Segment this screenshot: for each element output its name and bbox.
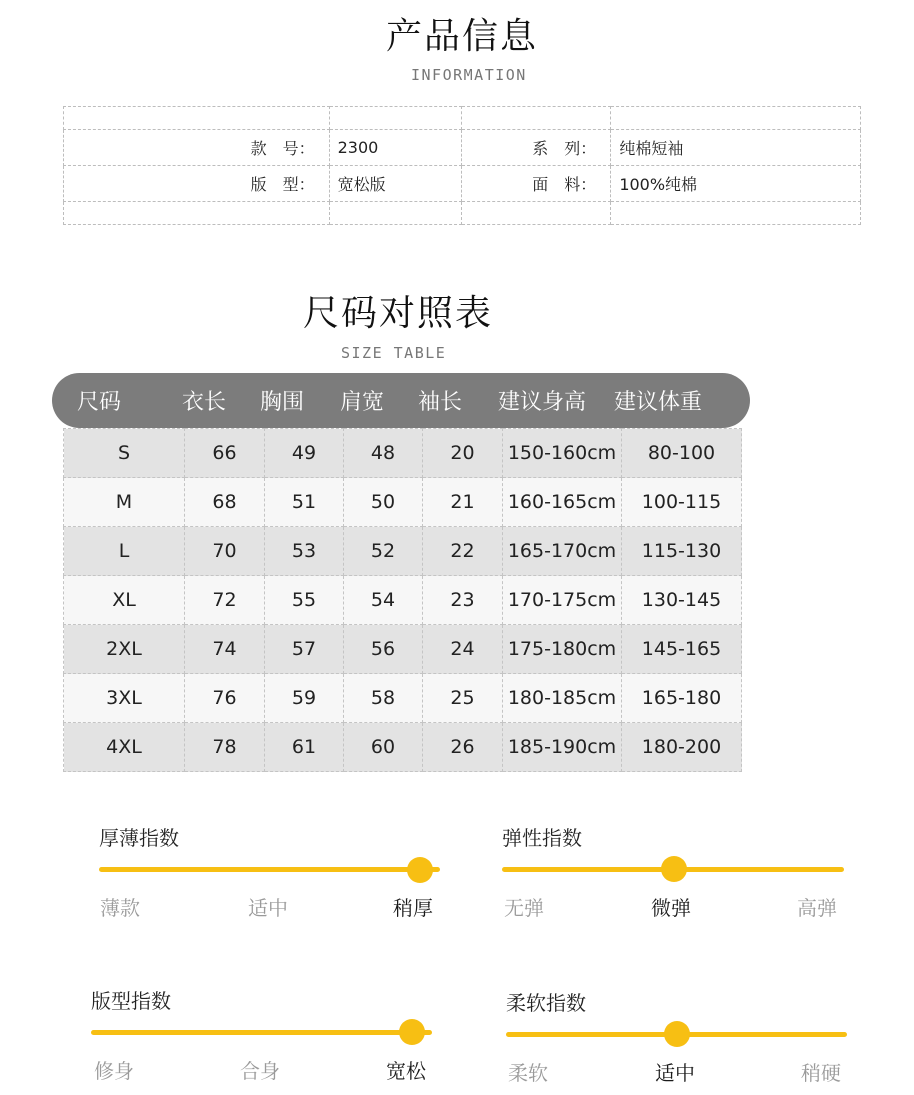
softness-option-soft: 柔软 — [508, 1061, 548, 1085]
fit-option-loose: 宽松 — [386, 1059, 426, 1083]
info-spacer-row — [64, 202, 861, 225]
cell-size: 4XL — [64, 723, 185, 772]
info-title: 产品信息 — [386, 16, 539, 57]
fabric-value: 100%纯棉 — [611, 166, 861, 202]
cell-shoulder: 60 — [344, 723, 423, 772]
elasticity-option-none: 无弹 — [504, 896, 544, 920]
size-table-header — [52, 373, 750, 428]
fit-value: 宽松版 — [329, 166, 462, 202]
cell-chest: 57 — [265, 625, 344, 674]
info-row — [64, 130, 861, 166]
cell-length: 74 — [185, 625, 265, 674]
cell-length: 68 — [185, 478, 265, 527]
cell-shoulder: 48 — [344, 429, 423, 478]
size-table — [63, 428, 742, 772]
cell-height: 165-170cm — [503, 527, 622, 576]
cell-shoulder: 50 — [344, 478, 423, 527]
table-row — [64, 674, 742, 723]
cell-chest: 55 — [265, 576, 344, 625]
cell-size: 3XL — [64, 674, 185, 723]
header-sleeve: 袖长 — [417, 390, 462, 415]
elasticity-index-title: 弹性指数 — [502, 826, 582, 850]
fit-index-title: 版型指数 — [91, 989, 171, 1013]
cell-sleeve: 24 — [423, 625, 503, 674]
cell-length: 70 — [185, 527, 265, 576]
thickness-option-thin: 薄款 — [100, 896, 140, 920]
table-row — [64, 625, 742, 674]
cell-shoulder: 52 — [344, 527, 423, 576]
thickness-index-title: 厚薄指数 — [99, 826, 179, 850]
cell-size: S — [64, 429, 185, 478]
softness-index-title: 柔软指数 — [506, 991, 586, 1015]
softness-option-firm: 稍硬 — [801, 1061, 841, 1085]
cell-weight: 100-115 — [622, 478, 742, 527]
cell-chest: 61 — [265, 723, 344, 772]
cell-size: L — [64, 527, 185, 576]
info-table — [63, 106, 861, 225]
table-row — [64, 576, 742, 625]
cell-weight: 80-100 — [622, 429, 742, 478]
header-shoulder: 肩宽 — [339, 390, 384, 415]
cell-chest: 51 — [265, 478, 344, 527]
thickness-slider-track — [99, 867, 440, 872]
table-row — [64, 478, 742, 527]
style-no-label: 款 号： — [64, 130, 330, 166]
elasticity-slider-knob — [661, 856, 687, 882]
fit-label: 版 型： — [64, 166, 330, 202]
cell-weight: 115-130 — [622, 527, 742, 576]
fabric-label: 面 料： — [462, 166, 611, 202]
cell-length: 72 — [185, 576, 265, 625]
header-chest: 胸围 — [259, 390, 304, 415]
info-subtitle: INFORMATION — [411, 66, 527, 84]
style-no-value: 2300 — [329, 130, 462, 166]
table-row — [64, 527, 742, 576]
cell-sleeve: 23 — [423, 576, 503, 625]
cell-height: 185-190cm — [503, 723, 622, 772]
cell-shoulder: 56 — [344, 625, 423, 674]
table-row — [64, 429, 742, 478]
thickness-slider-knob — [407, 857, 433, 883]
header-size: 尺码 — [77, 390, 122, 415]
cell-size: XL — [64, 576, 185, 625]
cell-chest: 53 — [265, 527, 344, 576]
header-length: 衣长 — [181, 390, 226, 415]
cell-sleeve: 20 — [423, 429, 503, 478]
header-weight: 建议体重 — [613, 390, 702, 415]
fit-slider-knob — [399, 1019, 425, 1045]
cell-sleeve: 25 — [423, 674, 503, 723]
info-spacer-row — [64, 107, 861, 130]
size-subtitle: SIZE TABLE — [341, 344, 447, 362]
series-value: 纯棉短袖 — [611, 130, 861, 166]
softness-slider-knob — [664, 1021, 690, 1047]
cell-height: 160-165cm — [503, 478, 622, 527]
cell-size: 2XL — [64, 625, 185, 674]
fit-option-regular: 合身 — [240, 1059, 280, 1083]
cell-sleeve: 26 — [423, 723, 503, 772]
elasticity-option-high: 高弹 — [797, 896, 837, 920]
info-row — [64, 166, 861, 202]
cell-chest: 49 — [265, 429, 344, 478]
cell-weight: 180-200 — [622, 723, 742, 772]
thickness-option-medium: 适中 — [248, 896, 288, 920]
fit-slider-track — [91, 1030, 432, 1035]
elasticity-option-slight: 微弹 — [651, 896, 691, 920]
cell-height: 175-180cm — [503, 625, 622, 674]
cell-shoulder: 58 — [344, 674, 423, 723]
cell-shoulder: 54 — [344, 576, 423, 625]
cell-chest: 59 — [265, 674, 344, 723]
size-title: 尺码对照表 — [303, 293, 494, 334]
cell-sleeve: 22 — [423, 527, 503, 576]
header-height: 建议身高 — [497, 390, 586, 415]
table-row — [64, 723, 742, 772]
thickness-option-thick: 稍厚 — [393, 896, 433, 920]
cell-weight: 130-145 — [622, 576, 742, 625]
cell-height: 150-160cm — [503, 429, 622, 478]
cell-height: 180-185cm — [503, 674, 622, 723]
cell-size: M — [64, 478, 185, 527]
fit-option-slim: 修身 — [94, 1059, 134, 1083]
cell-weight: 145-165 — [622, 625, 742, 674]
cell-length: 76 — [185, 674, 265, 723]
cell-length: 66 — [185, 429, 265, 478]
cell-weight: 165-180 — [622, 674, 742, 723]
cell-height: 170-175cm — [503, 576, 622, 625]
cell-length: 78 — [185, 723, 265, 772]
softness-option-medium: 适中 — [655, 1061, 695, 1085]
cell-sleeve: 21 — [423, 478, 503, 527]
series-label: 系 列： — [462, 130, 611, 166]
